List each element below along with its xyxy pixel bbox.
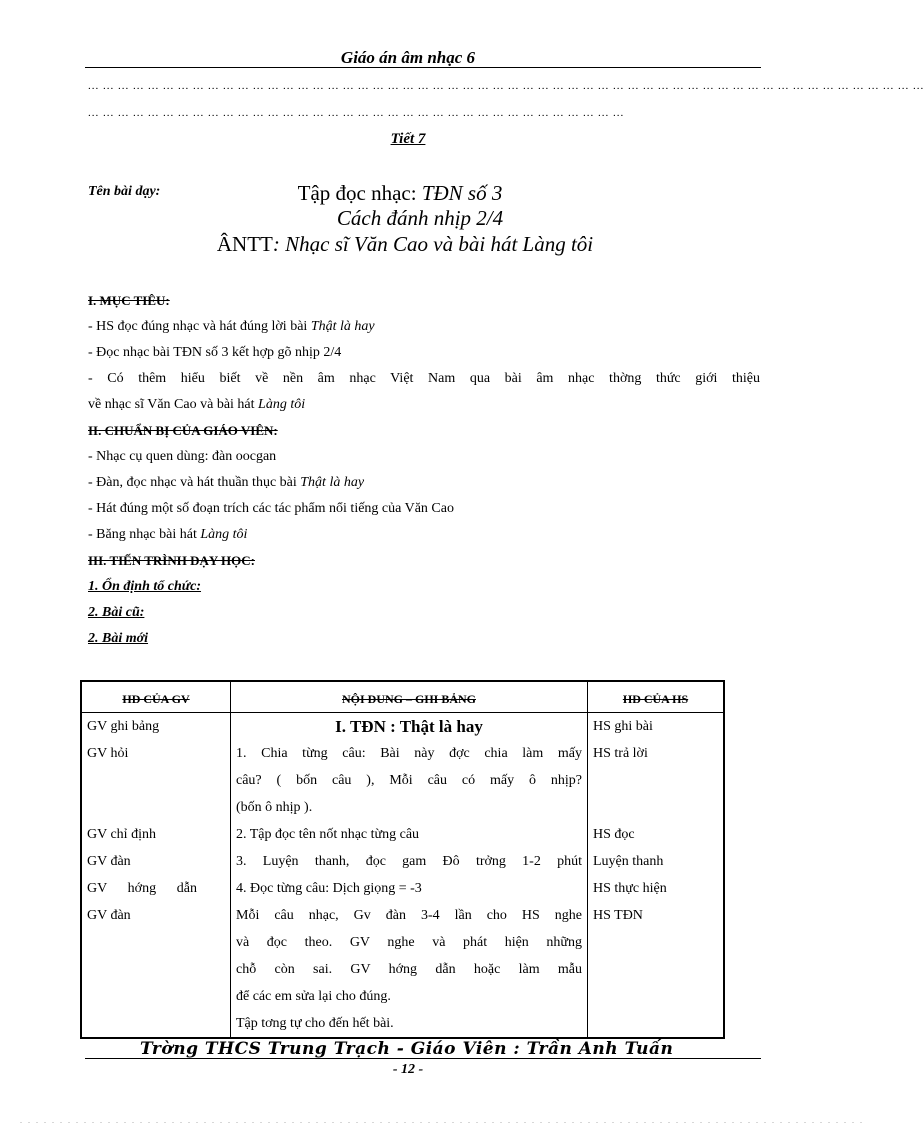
- prep-item: [88, 522, 760, 548]
- title-italic: TĐN số 3: [421, 181, 503, 205]
- cell-line: HS đọc: [593, 827, 635, 842]
- cell-line: [593, 1010, 718, 1037]
- cell-line: [593, 794, 718, 821]
- content-line: để các em sửa lại cho đúng.: [236, 989, 391, 1004]
- objective-item: [88, 392, 760, 418]
- content-line: 2. Tập đọc tên nốt nhạc từng câu: [236, 827, 420, 842]
- content-line: (bốn ô nhịp ).: [236, 800, 313, 815]
- item-text: về nhạc sĩ Văn Cao và bài hát: [88, 397, 259, 412]
- lesson-plan-table: [80, 680, 725, 1039]
- objective-item: [88, 314, 760, 340]
- content-line: câu? ( bốn câu ), Mỗi câu có mấy ô nhịp?: [236, 773, 582, 788]
- cell-line: GV hớng dẫn: [87, 881, 197, 896]
- title-italic: : Nhạc sĩ Văn Cao và bài hát Làng tôi: [272, 232, 594, 256]
- cell-line: HS TĐN: [593, 908, 643, 923]
- prep-item: - Hát đúng một số đoạn trích các tác phẩm nổi tiếng của Văn Cao: [88, 501, 454, 516]
- lesson-label: Tên bài dạy:: [88, 184, 161, 199]
- cell-line: [593, 929, 718, 956]
- item-italic: Thật là hay: [310, 319, 375, 334]
- footer-divider: [85, 1058, 761, 1059]
- header-teacher: HĐ CỦA GV: [81, 681, 231, 713]
- footer-text: Trờng THCS Trung Trạch - Giáo Viên : Trần Anh Tuấn: [140, 1039, 674, 1059]
- content-line: 3. Luyện thanh, đọc gam Đô trởng 1-2 phút: [236, 854, 582, 869]
- section-heading: III. TIẾN TRÌNH DẠY HỌC:: [88, 553, 255, 568]
- content-line: chỗ còn sai. GV hớng dẫn hoặc làm mẫu: [236, 962, 582, 977]
- cell-line: [87, 929, 225, 956]
- lesson-number: Tiết 7: [390, 131, 426, 147]
- cell-line: Luyện thanh: [593, 854, 664, 869]
- teacher-column: [81, 713, 231, 1039]
- subsection-heading: 2. Bài mới: [88, 631, 149, 646]
- objectives-section: [88, 288, 760, 652]
- content-title: I. TĐN : Thật là hay: [335, 717, 483, 736]
- header-title: Giáo án âm nhạc 6: [340, 48, 476, 67]
- section-heading: I. MỤC TIÊU:: [88, 293, 170, 308]
- content-column: [231, 713, 588, 1039]
- cell-line: [593, 767, 718, 794]
- subsection-heading: 1. Ổn định tổ chức:: [88, 579, 202, 594]
- content-line: Mỗi câu nhạc, Gv đàn 3-4 lần cho HS nghe: [236, 908, 582, 923]
- item-italic: Thật là hay: [300, 475, 365, 490]
- header-divider: [85, 67, 761, 68]
- objective-item: - Có thêm hiểu biết về nền âm nhạc Việt Nam qua bài âm nhạc thờng thức giới thiệu: [88, 371, 760, 386]
- title-prefix: Tập đọc nhạc:: [297, 181, 422, 205]
- objective-item: - Đọc nhạc bài TĐN số 3 kết hợp gõ nhịp 2/4: [88, 345, 342, 360]
- cell-line: HS thực hiện: [593, 881, 667, 896]
- cell-line: GV chỉ định: [87, 827, 156, 842]
- content-line: Tập tơng tự cho đến hết bài.: [236, 1016, 394, 1031]
- content-line: 1. Chia từng câu: Bài này đợc chia làm mấy: [236, 746, 582, 761]
- cell-line: [87, 767, 225, 794]
- item-italic: Làng tôi: [258, 397, 306, 412]
- content-line: và đọc theo. GV nghe và phát hiện những: [236, 935, 582, 950]
- prep-item: [88, 470, 760, 496]
- section-heading: II. CHUẨN BỊ CỦA GIÁO VIÊN:: [88, 423, 278, 438]
- cell-line: GV hỏi: [87, 746, 129, 761]
- cell-line: HS trả lời: [593, 746, 648, 761]
- cell-line: [593, 956, 718, 983]
- dotted-line: ... ... ... ... ... ... ... ... ... ... ... ... ... ... ... ... ... ... ... ... ... ... ... ... ... ... ... ... ... ... ... ... ... ... ... ...: [88, 107, 625, 119]
- item-text: - HS đọc đúng nhạc và hát đúng lời bài: [88, 319, 311, 334]
- cell-line: GV đàn: [87, 854, 131, 869]
- table-header-row: [81, 681, 724, 713]
- cell-line: HS ghi bài: [593, 719, 653, 734]
- cell-line: GV đàn: [87, 908, 131, 923]
- dotted-line: ... ... ... ... ... ... ... ... ... ... ... ... ... ... ... ... ... ... ... ... ... ... ... ... ... ... ... ... ... ... ... ... ... ... ... ... ... ... ... ... ... ... ... ... ... ... ... ... ... ... ... ... ... ... ... ...: [88, 80, 924, 92]
- lesson-title-line1: [0, 181, 808, 206]
- student-column: [588, 713, 725, 1039]
- cell-line: [593, 983, 718, 1010]
- cell-line: [87, 983, 225, 1010]
- cell-line: [87, 794, 225, 821]
- lesson-title-line3: [0, 232, 813, 257]
- item-italic: Làng tôi: [200, 527, 248, 542]
- bottom-dotted-line: . . . . . . . . . . . . . . . . . . . . . . . . . . . . . . . . . . . . . . . . . . . . . . . . . . . . . . . . . . . . . . . . . . . . . . . . . . . . . . . . . . . . . . . . . . . . . . . . . . . . . . . . . .: [20, 1116, 864, 1125]
- subsection-heading: 2. Bài cũ:: [88, 605, 145, 620]
- item-text: - Băng nhạc bài hát: [88, 527, 201, 542]
- header-content: NỘI DUNG – GHI BẢNG: [231, 681, 588, 713]
- page-number: - 12 -: [392, 1062, 424, 1077]
- table-row: [81, 713, 724, 1039]
- title-prefix: ÂNTT: [216, 232, 273, 256]
- item-text: - Đàn, đọc nhạc và hát thuần thục bài: [88, 475, 301, 490]
- lesson-title-line2: Cách đánh nhịp 2/4: [336, 206, 504, 230]
- cell-line: GV ghi bảng: [87, 719, 160, 734]
- prep-item: - Nhạc cụ quen dùng: đàn oocgan: [88, 449, 277, 464]
- cell-line: [87, 1010, 225, 1037]
- cell-line: [87, 956, 225, 983]
- content-line: 4. Đọc từng câu: Dịch giọng = -3: [236, 881, 422, 896]
- header-student: HĐ CỦA HS: [588, 681, 725, 713]
